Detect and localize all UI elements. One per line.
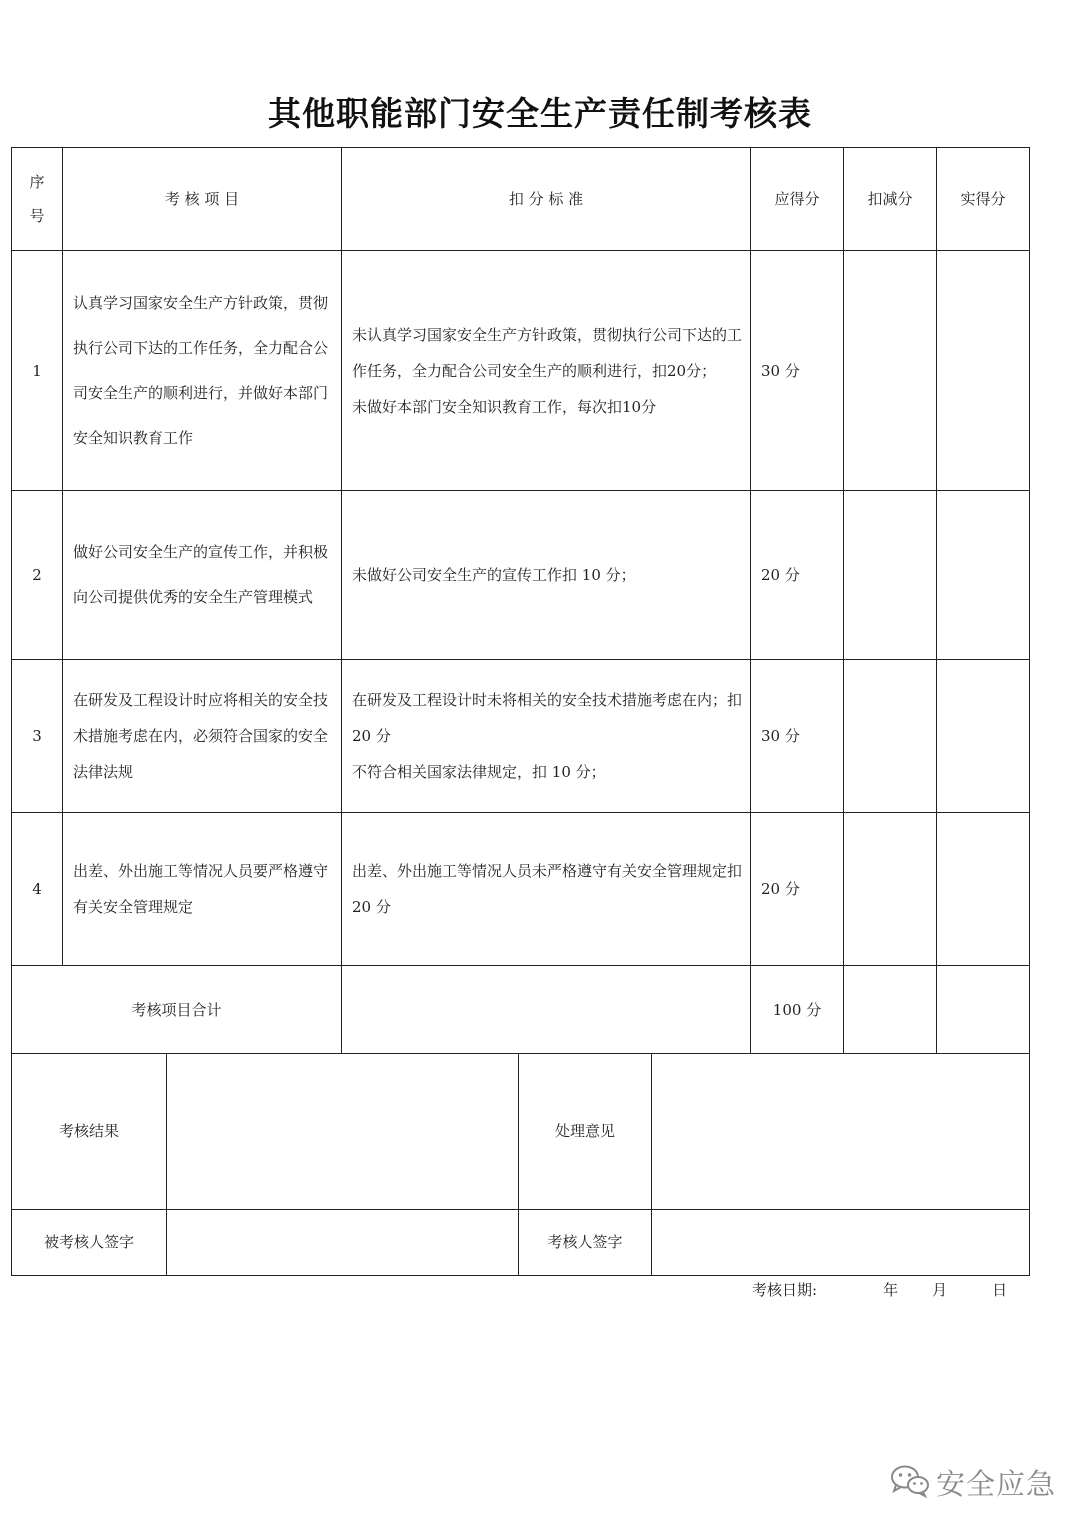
row-due: 30 分 [751,251,844,491]
row-actual-cell[interactable] [937,491,1030,660]
table-row [12,251,1030,491]
table-row [12,491,1030,660]
date-year: 年 [883,1281,899,1299]
total-label: 考核项目合计 [12,966,342,1054]
row-actual-cell[interactable] [937,660,1030,813]
row-item: 认真学习国家安全生产方针政策，贯彻执行公司下达的工作任务，全力配合公司安全生产的顺利进行，并做好本部门安全知识教育工作 [63,251,342,491]
header-seq: 序 号 [12,148,63,251]
row-seq: 4 [12,813,63,966]
row-deduct-cell[interactable] [844,491,937,660]
date-label: 考核日期: [752,1281,818,1299]
total-actual-cell[interactable] [937,966,1030,1054]
result-label: 考核结果 [12,1054,167,1209]
header-item: 考 核 项 目 [63,148,342,251]
row-standard: 未认真学习国家安全生产方针政策，贯彻执行公司下达的工作任务，全力配合公司安全生产的顺利进行，扣20分； 未做好本部门安全知识教育工作，每次扣10分 [342,251,751,491]
signature-row [12,1209,1030,1275]
opinion-input[interactable] [652,1054,1030,1209]
row-item: 在研发及工程设计时应将相关的安全技术措施考虑在内，必须符合国家的安全法律法规 [63,660,342,813]
row-deduct-cell[interactable] [844,813,937,966]
page-title: 其他职能部门安全生产责任制考核表 [268,94,812,133]
header-deduct: 扣减分 [844,148,937,251]
row-item: 出差、外出施工等情况人员要严格遵守有关安全管理规定 [63,813,342,966]
result-input[interactable] [167,1054,519,1209]
row-item: 做好公司安全生产的宣传工作，并积极向公司提供优秀的安全生产管理模式 [63,491,342,660]
total-deduct-cell[interactable] [844,966,937,1054]
row-due: 20 分 [751,491,844,660]
assessor-sign-input[interactable] [652,1209,1030,1275]
row-seq: 3 [12,660,63,813]
row-standard: 未做好公司安全生产的宣传工作扣 10 分； [342,491,751,660]
row-deduct-cell[interactable] [844,660,937,813]
date-day: 日 [992,1281,1008,1299]
watermark-text: 安全应急 [936,1467,1057,1501]
row-due: 20 分 [751,813,844,966]
header-standard: 扣 分 标 准 [342,148,751,251]
row-seq: 1 [12,251,63,491]
assessor-sign-label: 考核人签字 [519,1209,652,1275]
row-deduct-cell[interactable] [844,251,937,491]
table-row [12,660,1030,813]
assessee-sign-input[interactable] [167,1209,519,1275]
row-seq: 2 [12,491,63,660]
wechat-icon [890,1464,936,1502]
header-actual: 实得分 [937,148,1030,251]
total-standard-cell [342,966,751,1054]
header-due: 应得分 [751,148,844,251]
result-table [11,1054,1030,1276]
row-due: 30 分 [751,660,844,813]
table-row [12,813,1030,966]
date-month: 月 [932,1281,948,1299]
watermark [890,1462,1056,1503]
result-row [12,1054,1030,1209]
row-actual-cell[interactable] [937,251,1030,491]
assessment-table [11,147,1030,1054]
total-due: 100 分 [751,966,844,1054]
header-row [12,148,1030,251]
total-row [12,966,1030,1054]
assessment-date [752,1279,1007,1301]
row-standard: 在研发及工程设计时未将相关的安全技术措施考虑在内；扣 20 分 不符合相关国家法律规定，扣 10 分； [342,660,751,813]
row-standard: 出差、外出施工等情况人员未严格遵守有关安全管理规定扣 20 分 [342,813,751,966]
assessee-sign-label: 被考核人签字 [12,1209,167,1275]
opinion-label: 处理意见 [519,1054,652,1209]
row-actual-cell[interactable] [937,813,1030,966]
